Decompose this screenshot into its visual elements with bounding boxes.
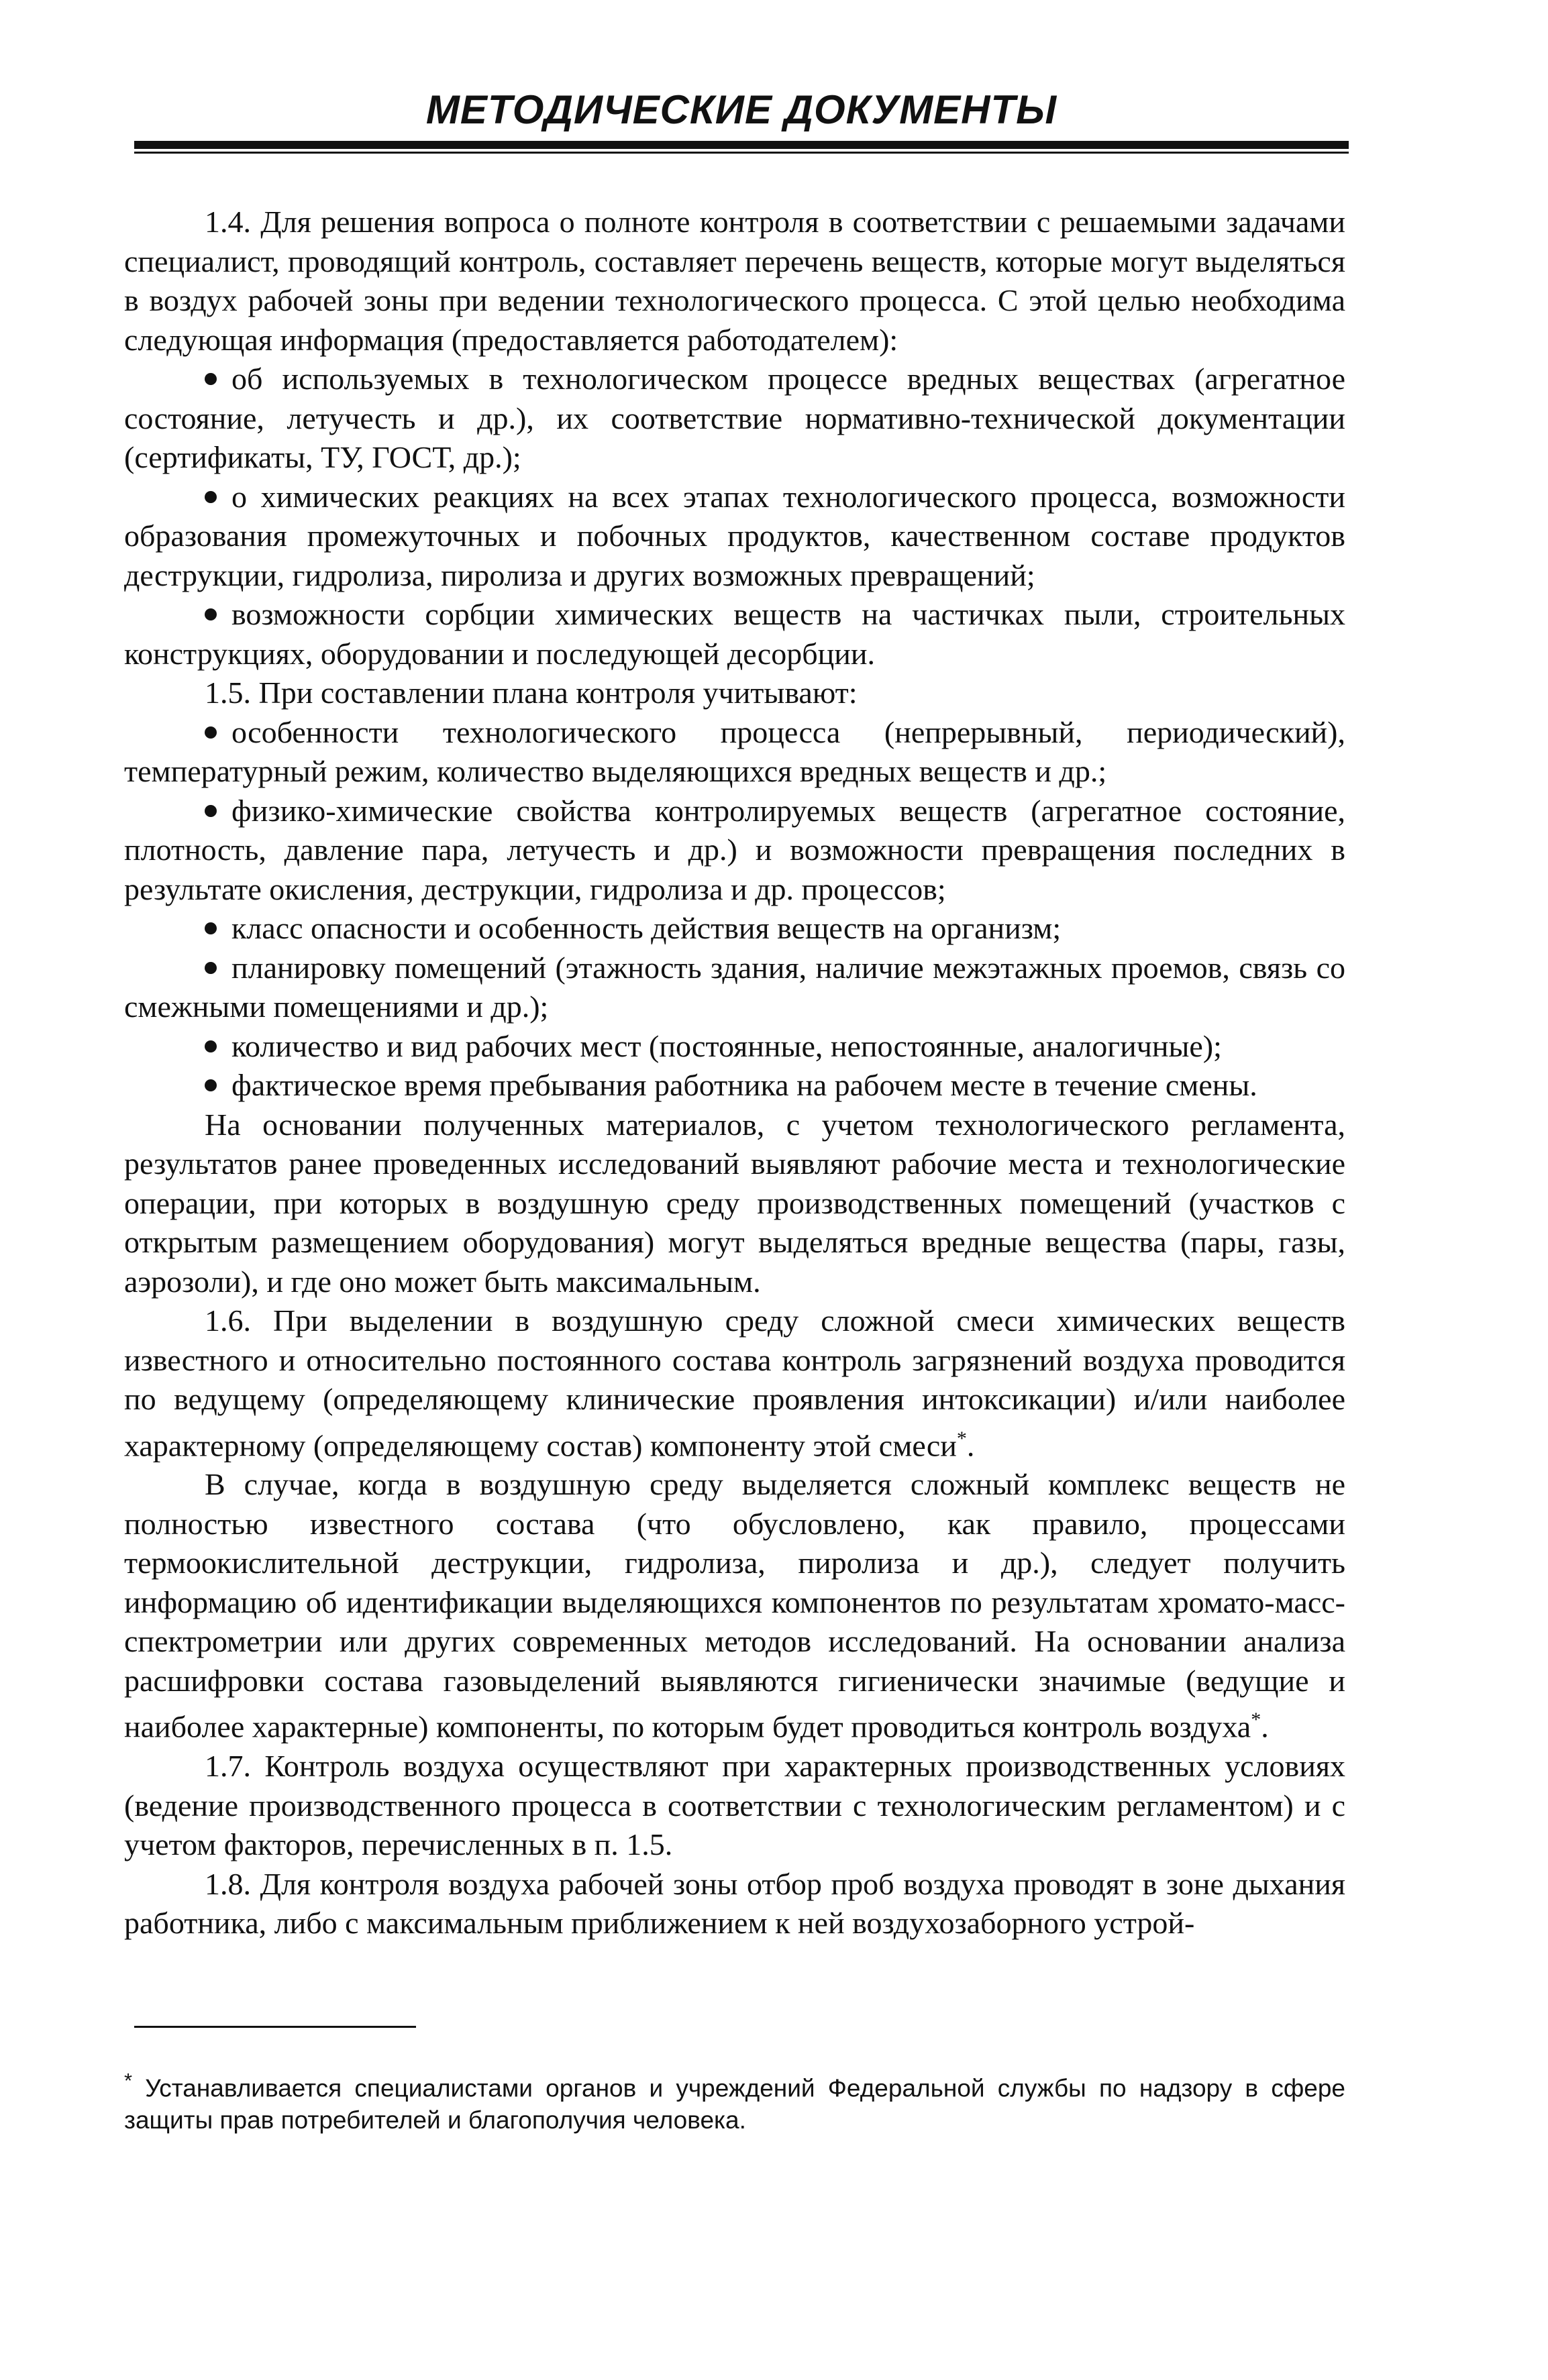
bullet-icon <box>205 608 217 620</box>
header-rule-thin <box>134 152 1349 154</box>
body-text <box>124 203 1345 1943</box>
bullet-icon <box>205 962 217 974</box>
page-header <box>134 86 1349 154</box>
footnote <box>124 2065 1345 2136</box>
bullet-item: планировку помещений (этажность здания, наличие межэтажных проемов, связь со смежными помещениями и др.); <box>124 950 1345 1024</box>
footnote-marker: * <box>1251 1709 1261 1731</box>
bullet-item: возможности сорбции химических веществ на частичках пыли, строительных конструкциях, оборудовании и последующей десорбции. <box>124 597 1345 671</box>
bullet-item: об используемых в технологическом процессе вредных веществах (агрегатное состояние, летучесть и др.), их соответствие нормативно-технической документации (сертификаты, ТУ, ГОСТ, др.); <box>124 362 1345 474</box>
bullet-icon <box>205 922 217 934</box>
paragraph-1-5: 1.5. При составлении плана контроля учитывают: <box>205 675 858 710</box>
footnote-marker: * <box>956 1427 967 1450</box>
bullet-icon <box>205 726 217 739</box>
bullet-icon <box>205 373 217 385</box>
paragraph-1-4: 1.4. Для решения вопроса о полноте контроля в соответствии с решаемыми задачами специалист, проводящий контроль, составляет перечень веществ, которые могут выделяться в воздух рабочей зоны при ведении технологического процесса. С этой целью необходима следующая информация (предоставляется работодателем): <box>124 205 1345 357</box>
header-title: МЕТОДИЧЕСКИЕ ДОКУМЕНТЫ <box>425 87 1057 132</box>
bullet-icon <box>205 805 217 817</box>
bullet-item: физико-химические свойства контролируемых веществ (агрегатное состояние, плотность, давление пара, летучесть и др.) и возможности превращения последних в результате окисления, деструкции, гидролиза и др. процессов; <box>124 793 1345 906</box>
header-rule <box>134 141 1349 149</box>
footnote-mark: * <box>124 2069 132 2092</box>
paragraph-1-8: 1.8. Для контроля воздуха рабочей зоны отбор проб воздуха проводят в зоне дыхания работника, либо с максимальным приближением к ней воздухозаборного устрой- <box>124 1866 1345 1941</box>
footnote-rule <box>134 2026 416 2028</box>
bullet-item: количество и вид рабочих мест (постоянные, непостоянные, аналогичные); <box>124 1027 1345 1067</box>
bullet-icon <box>205 1040 217 1052</box>
bullet-item: фактическое время пребывания работника на рабочем месте в течение смены. <box>124 1066 1345 1105</box>
bullet-icon <box>205 1079 217 1091</box>
paragraph-complex-mixture: В случае, когда в воздушную среду выделяется сложный комплекс веществ не полностью известного состава (что обусловлено, как правило, процессами термоокислительной деструкции, гидролиза, пиролиза и др.), следует получить информацию об идентификации выделяющихся компонентов по результатам хромато-масс-спектрометрии или других современных методов исследований. На основании анализа расшифровки состава газовыделений выявляются гигиенически значимые (ведущие и наиболее характерные) компоненты, по которым будет проводиться контроль воздуха*. <box>124 1467 1345 1744</box>
bullet-item: особенности технологического процесса (непрерывный, периодический), температурный режим, количество выделяющихся вредных веществ и др.; <box>124 714 1345 788</box>
footnote-text: Устанавливается специалистами органов и учреждений Федеральной службы по надзору в сфере защиты прав потребителей и благополучия человека. <box>124 2074 1345 2134</box>
bullet-item: о химических реакциях на всех этапах технологического процесса, возможности образования промежуточных и побочных продуктов, качественном составе продуктов деструкции, гидролиза, пиролиза и других возможных превращений; <box>124 479 1345 592</box>
bullet-icon <box>205 491 217 503</box>
bullet-item: класс опасности и особенность действия веществ на организм; <box>124 909 1345 949</box>
paragraph-conclusion: На основании полученных материалов, с учетом технологического регламента, результатов ранее проведенных исследований выявляют рабочие места и технологические операции, при которых в воздушную среду производственных помещений (участков с открытым размещением оборудования) могут выделяться вредные вещества (пары, газы, аэрозоли), и где оно может быть максимальным. <box>124 1107 1345 1299</box>
paragraph-1-6: 1.6. При выделении в воздушную среду сложной смеси химических веществ известного и относительно постоянного состава контроль загрязнений воздуха проводится по ведущему (определяющему клинические проявления интоксикации) и/или наиболее характерному (определяющему состав) компоненту этой смеси*. <box>124 1303 1345 1462</box>
paragraph-1-7: 1.7. Контроль воздуха осуществляют при характерных производственных условиях (ведение производственного процесса в соответствии с технологическим регламентом) и с учетом факторов, перечисленных в п. 1.5. <box>124 1749 1345 1862</box>
